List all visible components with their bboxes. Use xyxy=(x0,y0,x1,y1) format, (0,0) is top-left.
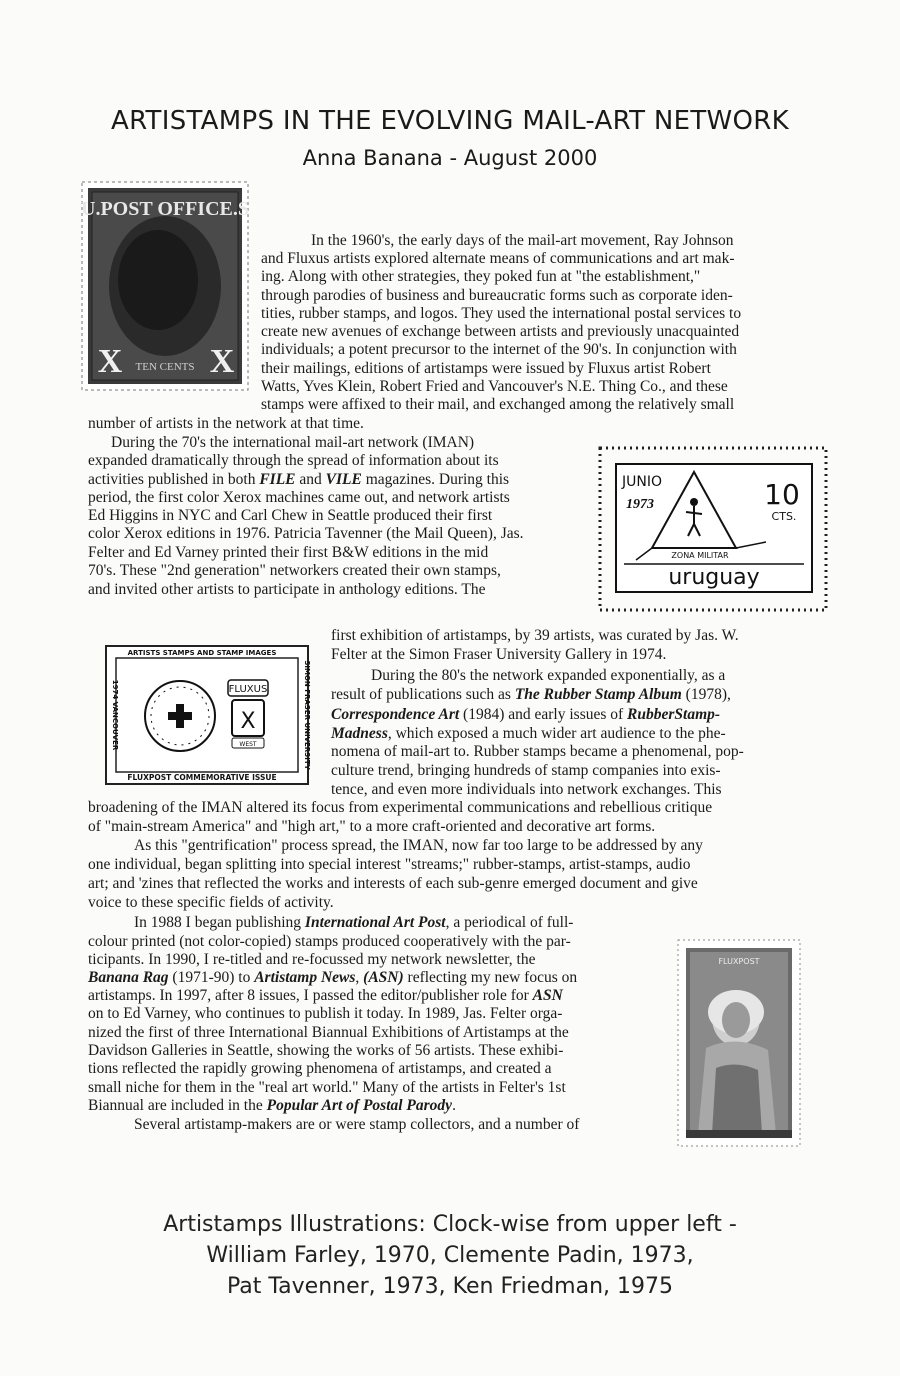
p2-line-11: Felter at the Simon Fraser University Gallery in 1974. xyxy=(331,646,667,663)
tavenner-stamp-right: SIMON FRASER UNIVERSITY xyxy=(303,660,311,770)
padin-stamp-month: JUNIO xyxy=(622,474,662,490)
p3-line-1: During the 80's the network expanded exponentially, as a xyxy=(371,667,726,684)
p1-line-11: number of artists in the network at that time. xyxy=(88,415,364,432)
p5-line-4-a: (1971-90) to xyxy=(168,969,255,986)
farley-stamp-x-right: X xyxy=(209,343,235,380)
tavenner-stamp-letter: X xyxy=(240,709,256,734)
tavenner-stamp-image xyxy=(102,640,314,790)
p3-line-5: nomena of mail-art to. Rubber stamps became a phenomenal, pop- xyxy=(331,743,744,760)
p5-line-5 xyxy=(88,987,563,1004)
farley-stamp-x-left: X xyxy=(97,343,123,380)
friedman-stamp-image xyxy=(676,938,802,1148)
rubberstampmadness-title-b: Madness xyxy=(331,725,388,742)
p5-line-4-b: , xyxy=(355,969,364,986)
p1-line-9: Watts, Yves Klein, Robert Fried and Vancouver's N.E. Thing Co., and these xyxy=(261,378,728,395)
p1-line-4: through parodies of business and bureaucratic forms such as corporate iden- xyxy=(261,287,733,304)
farley-stamp-image xyxy=(80,180,250,392)
p5-line-8: Davidson Galleries in Seattle, showing the works of 56 artists. These exhibi- xyxy=(88,1042,564,1059)
farley-stamp-bottom: TEN CENTS xyxy=(135,361,195,373)
p5-line-3: ticipants. In 1990, I re-titled and re-focussed my network newsletter, the xyxy=(88,951,536,968)
p2-line-1: During the 70's the international mail-art network (IMAN) xyxy=(111,434,475,451)
p3-line-2 xyxy=(331,686,731,703)
p4-line-4: voice to these specific fields of activity. xyxy=(88,894,334,911)
p3-line-3 xyxy=(331,706,720,723)
artistamp-news-title: Artistamp News xyxy=(254,969,356,986)
p1-line-7: individuals; a potent precursor to the internet of the 90's. In conjunction with xyxy=(261,341,737,358)
p5-line-1-b: , a periodical of full- xyxy=(445,914,574,931)
p2-line-3-c: magazines. During this xyxy=(361,471,510,488)
p5-line-12: Several artistamp-makers are or were stamp collectors, and a number of xyxy=(134,1116,580,1133)
p5-line-4 xyxy=(88,969,577,986)
padin-stamp-zone: ZONA MILITAR xyxy=(671,551,729,560)
rubber-stamp-album-title: The Rubber Stamp Album xyxy=(514,686,682,703)
p2-line-3 xyxy=(88,471,509,488)
p5-line-10: small niche for them in the "real art world." Many of the artists in Felter's 1st xyxy=(88,1079,566,1096)
p2-line-4: period, the first color Xerox machines came out, and network artists xyxy=(88,489,510,506)
asn-abbrev-2: ASN xyxy=(532,987,563,1004)
farley-stamp-top: U.POST OFFICE.S xyxy=(81,198,249,220)
padin-stamp-image xyxy=(596,444,834,616)
friedman-stamp-top: FLUXPOST xyxy=(718,957,760,966)
p1-line-1: In the 1960's, the early days of the mail-art movement, Ray Johnson xyxy=(311,232,734,249)
p3-line-9: of "main-stream America" and "high art," to a more craft-oriented and decorative art forms. xyxy=(88,818,656,835)
p5-line-9: tions reflected the rapidly growing phenomena of artistamps, and created a xyxy=(88,1060,552,1077)
p5-line-1 xyxy=(134,914,573,931)
p4-line-2: one individual, began splitting into special interest "streams;" rubber-stamps, artist-stamps, audio xyxy=(88,856,691,873)
p5-line-11 xyxy=(88,1097,456,1114)
tavenner-stamp-left: 1974 VANCOUVER xyxy=(111,679,119,751)
p3-line-2-a: result of publications such as xyxy=(331,686,515,703)
p2-line-3-b: and xyxy=(295,471,326,488)
tavenner-stamp-logo: FLUXUS xyxy=(228,684,268,695)
p3-line-3-a: (1984) and early issues of xyxy=(459,706,628,723)
p5-line-7: nized the first of three International Biannual Exhibitions of Artistamps at the xyxy=(88,1024,569,1041)
p3-line-4 xyxy=(331,725,726,742)
p2-line-3-a: activities published in both xyxy=(88,471,260,488)
p5-line-4-c: reflecting my new focus on xyxy=(403,969,578,986)
p3-line-7: tence, and even more individuals into network exchanges. This xyxy=(331,781,722,798)
vile-magazine-title: VILE xyxy=(325,471,362,488)
p1-line-10: stamps were affixed to their mail, and exchanged among the relatively small xyxy=(261,396,735,413)
p5-line-6: on to Ed Varney, who continues to publish it today. In 1989, Jas. Felter orga- xyxy=(88,1005,563,1022)
p5-line-11-b: . xyxy=(452,1097,456,1114)
p2-line-2: expanded dramatically through the spread of information about its xyxy=(88,452,499,469)
p4-line-1: As this "gentrification" process spread, the IMAN, now far too large to be addressed by any xyxy=(134,837,703,854)
caption-line-1: Artistamps Illustrations: Clock-wise from upper left - xyxy=(163,1212,737,1237)
p5-line-2: colour printed (not color-copied) stamps produced cooperatively with the par- xyxy=(88,933,571,950)
p2-line-7: Felter and Ed Varney printed their first B&W editions in the mid xyxy=(88,544,489,561)
article-byline: Anna Banana - August 2000 xyxy=(302,146,598,170)
p1-line-8: their mailings, editions of artistamps were issued by Fluxus artist Robert xyxy=(261,360,711,377)
p1-line-6: create new avenues of exchange between artists and previously unacquainted xyxy=(261,323,740,340)
tavenner-stamp-top: ARTISTS STAMPS AND STAMP IMAGES xyxy=(127,649,277,657)
p1-line-3: ing. Along with other strategies, they poked fun at "the establishment," xyxy=(261,268,701,285)
p2-line-5: Ed Higgins in NYC and Carl Chew in Seattle produced their first xyxy=(88,507,493,524)
correspondence-art-title: Correspondence Art xyxy=(331,706,460,723)
p2-line-6: color Xerox editions in 1976. Patricia Tavenner (the Mail Queen), Jas. xyxy=(88,525,524,542)
padin-stamp-country: uruguay xyxy=(668,565,760,590)
p5-line-1-a: In 1988 I began publishing xyxy=(134,914,305,931)
p3-line-2-b: (1978), xyxy=(681,686,731,703)
p2-line-10: first exhibition of artistamps, by 39 artists, was curated by Jas. W. xyxy=(331,627,739,644)
asn-abbrev: (ASN) xyxy=(363,969,404,986)
p3-line-8: broadening of the IMAN altered its focus from experimental communications and rebellious critique xyxy=(88,799,713,816)
article-title: ARTISTAMPS IN THE EVOLVING MAIL-ART NETWORK xyxy=(111,106,789,136)
caption-line-3: Pat Tavenner, 1973, Ken Friedman, 1975 xyxy=(227,1274,673,1299)
padin-stamp-year: 1973 xyxy=(626,497,654,512)
padin-stamp-unit: CTS. xyxy=(771,510,797,523)
caption-line-2: William Farley, 1970, Clemente Padin, 1973, xyxy=(206,1243,694,1268)
p5-line-11-a: Biannual are included in the xyxy=(88,1097,267,1114)
rubberstampmadness-title-a: RubberStamp- xyxy=(627,706,721,723)
p2-line-8: 70's. These "2nd generation" networkers created their own stamps, xyxy=(88,562,501,579)
p5-line-5-a: artistamps. In 1997, after 8 issues, I passed the editor/publisher role for xyxy=(88,987,533,1004)
p3-line-4-a: , which exposed a much wider art audience to the phe- xyxy=(387,725,726,742)
banana-rag-title: Banana Rag xyxy=(88,969,169,986)
p1-line-2: and Fluxus artists explored alternate means of communications and art mak- xyxy=(261,250,735,267)
international-art-post-title: International Art Post xyxy=(304,914,446,931)
tavenner-stamp-sub: WEST xyxy=(239,741,257,748)
p3-line-6: culture trend, bringing hundreds of stamp companies into exis- xyxy=(331,762,721,779)
file-magazine-title: FILE xyxy=(259,471,296,488)
p2-line-9: and invited other artists to participate in anthology editions. The xyxy=(88,581,486,598)
p1-line-5: tities, rubber stamps, and logos. They used the international postal services to xyxy=(261,305,742,322)
popular-art-of-postal-parody-title: Popular Art of Postal Parody xyxy=(266,1097,453,1114)
p4-line-3: art; and 'zines that reflected the works and interests of each sub-genre emerged document and give xyxy=(88,875,698,892)
padin-stamp-value: 10 xyxy=(764,478,800,511)
tavenner-stamp-bottom: FLUXPOST COMMEMORATIVE ISSUE xyxy=(127,773,277,782)
